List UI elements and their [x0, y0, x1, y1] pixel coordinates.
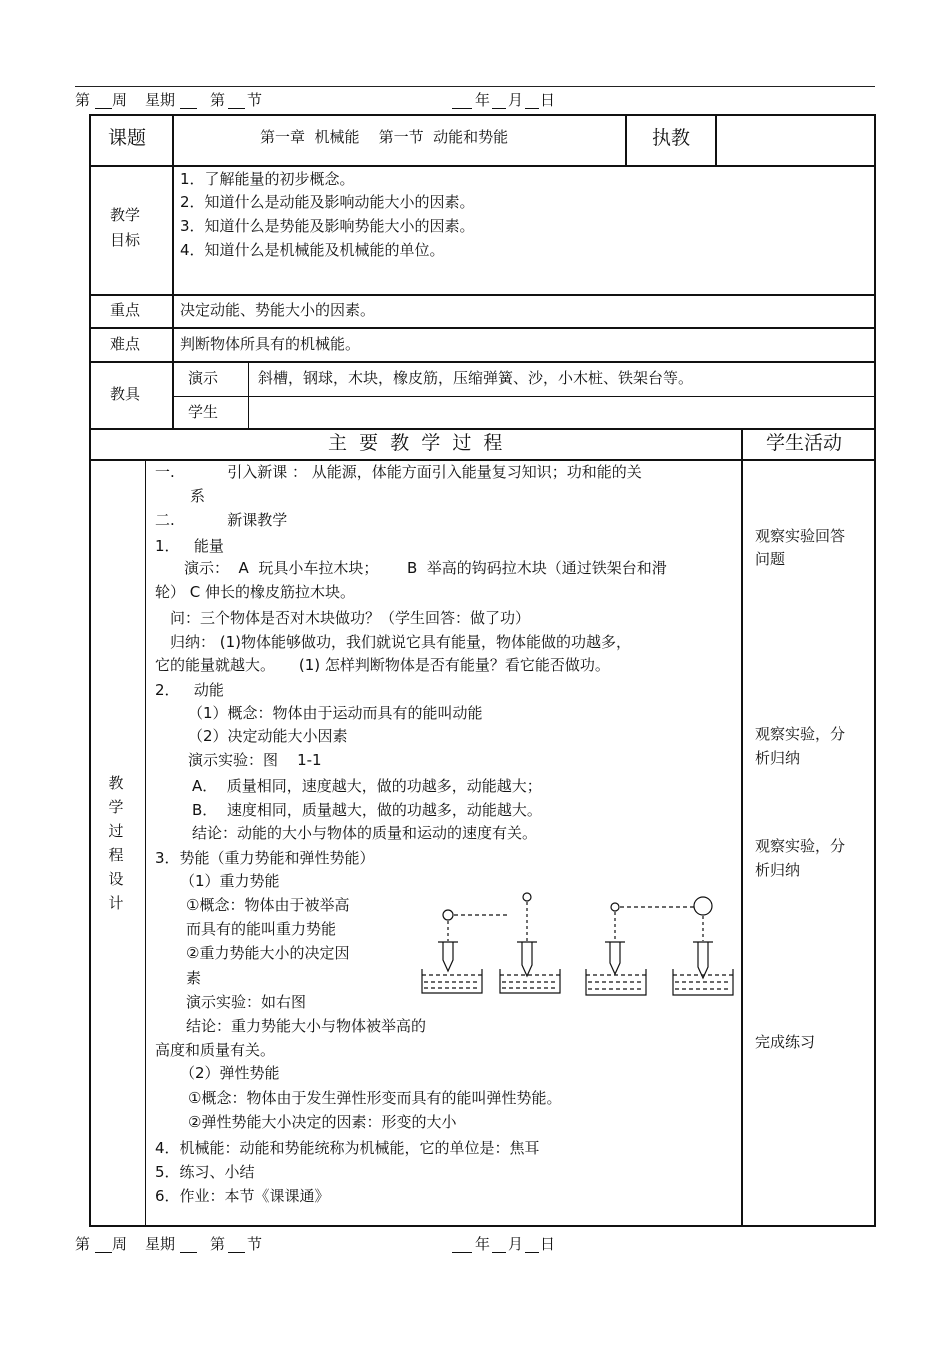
blank-line	[525, 108, 539, 109]
process-line: 5．练习、小结	[155, 1163, 255, 1181]
process-line: 结论：动能的大小与物体的质量和运动的速度有关。	[192, 824, 538, 842]
period-label: 节	[247, 1235, 263, 1253]
process-line: 问：三个物体是否对木块做功？（学生回答：做了功）	[170, 609, 531, 627]
process-line: 演示： A 玩具小车拉木块； B 举高的钩码拉木块（通过铁架台和滑	[184, 559, 667, 577]
period-prefix: 第	[210, 1235, 226, 1253]
week-label: 周	[112, 91, 128, 109]
activity-line: 问题	[755, 550, 786, 568]
side-char: 设	[108, 870, 124, 888]
row-line	[89, 428, 876, 430]
activity-line: 观察实验，分	[755, 725, 846, 743]
blank-line	[525, 1252, 539, 1253]
blank-line	[180, 108, 197, 109]
student-label: 学生	[188, 403, 219, 421]
col-line	[248, 361, 249, 428]
process-line: 一. 引入新课 ： 从能源，体能方面引入能量复习知识；功和能的关	[155, 463, 642, 481]
weekday-label: 星期	[145, 91, 176, 109]
row-line	[89, 361, 876, 363]
side-char: 程	[108, 846, 124, 864]
row-line	[172, 396, 876, 397]
tools-label: 教具	[110, 385, 141, 403]
process-line: 而具有的能叫重力势能	[186, 920, 337, 938]
process-line: 二. 新课教学	[155, 511, 288, 529]
potential-energy-figure	[410, 885, 740, 1005]
ball-small-low	[443, 910, 453, 920]
side-char: 教	[108, 774, 124, 792]
day-label: 日	[540, 1235, 556, 1253]
teacher-label: 执教	[652, 127, 691, 149]
blank-line	[492, 1252, 506, 1253]
month-label: 月	[508, 1235, 524, 1253]
col-line	[625, 114, 627, 165]
side-char: 计	[108, 894, 124, 912]
blank-line	[95, 1252, 112, 1253]
header-rule	[75, 86, 875, 87]
ball-small	[611, 903, 619, 911]
blank-line	[180, 1252, 197, 1253]
goal-item: 4．知道什么是机械能及机械能的单位。	[180, 241, 445, 259]
goal-item: 2．知道什么是动能及影响动能大小的因素。	[180, 193, 475, 211]
side-char: 学	[108, 798, 124, 816]
process-line: 轮） C 伸长的橡皮筋拉木块。	[155, 583, 356, 601]
process-line: 高度和质量有关。	[155, 1041, 276, 1059]
ball-small-high	[523, 893, 531, 901]
process-line: 演示实验：图 1-1	[188, 751, 322, 769]
activity-line: 观察实验，分	[755, 837, 846, 855]
row-line	[89, 327, 876, 329]
row-line	[89, 165, 876, 167]
process-line: 1． 能量	[155, 537, 224, 555]
process-line: 演示实验：如右图	[186, 993, 307, 1011]
blank-line	[452, 108, 472, 109]
process-line: 4．机械能：动能和势能统称为机械能，它的单位是：焦耳	[155, 1139, 540, 1157]
week-prefix: 第	[75, 91, 91, 109]
activity-line: 析归纳	[755, 861, 801, 879]
goals-label-1: 教学	[110, 206, 141, 224]
process-line: ①概念：物体由于发生弹性形变而具有的能叫弹性势能。	[188, 1089, 562, 1107]
col-line	[172, 114, 174, 428]
activity-line: 完成练习	[755, 1033, 816, 1051]
process-line: 6．作业：本节《课课通》	[155, 1187, 330, 1205]
topic-title: 第一章 机械能 第一节 动能和势能	[260, 128, 509, 146]
process-line: B． 速度相同，质量越大，做的功越多，动能越大。	[192, 801, 542, 819]
week-label: 周	[112, 1235, 128, 1253]
process-line: 2． 动能	[155, 681, 224, 699]
difficulty-label: 难点	[110, 335, 141, 353]
col-line	[145, 459, 146, 1227]
process-line: 系	[190, 487, 206, 505]
process-line: A． 质量相同，速度越大，做的功越多，动能越大；	[192, 777, 542, 795]
process-line: 结论：重力势能大小与物体被举高的	[186, 1017, 427, 1035]
day-label: 日	[540, 91, 556, 109]
col-line	[741, 428, 743, 1227]
demo-tools: 斜槽，钢球，木块，橡皮筋，压缩弹簧、沙，小木桩、铁架台等。	[258, 369, 694, 387]
goals-label-2: 目标	[110, 231, 141, 249]
ball-large	[694, 897, 712, 915]
difficulty-text: 判断物体所具有的机械能。	[180, 335, 361, 353]
process-line: ②重力势能大小的决定因	[186, 944, 350, 962]
goal-item: 1．了解能量的初步概念。	[180, 170, 355, 188]
year-label: 年	[475, 91, 491, 109]
process-line: ②弹性势能大小决定的因素：形变的大小	[188, 1113, 457, 1131]
row-line	[89, 294, 876, 296]
blank-line	[492, 108, 506, 109]
activity-line: 观察实验回答	[755, 527, 846, 545]
process-line: 3．势能（重力势能和弹性势能）	[155, 849, 375, 867]
weekday-label: 星期	[145, 1235, 176, 1253]
period-label: 节	[247, 91, 263, 109]
process-line: （1）概念：物体由于运动而具有的能叫动能	[188, 704, 483, 722]
process-title: 主 要 教 学 过 程	[328, 432, 503, 454]
blank-line	[452, 1252, 472, 1253]
blank-line	[228, 1252, 245, 1253]
key-text: 决定动能、势能大小的因素。	[180, 301, 376, 319]
process-line: （1）重力势能	[180, 872, 280, 890]
goal-item: 3．知道什么是势能及影响势能大小的因素。	[180, 217, 475, 235]
key-label: 重点	[110, 301, 141, 319]
process-line: （2）弹性势能	[180, 1064, 280, 1082]
activity-title: 学生活动	[766, 432, 843, 454]
process-line: ①概念：物体由于被举高	[186, 896, 350, 914]
week-prefix: 第	[75, 1235, 91, 1253]
blank-line	[228, 108, 245, 109]
blank-line	[95, 108, 112, 109]
process-line: 它的能量就越大。 (1) 怎样判断物体是否有能量？看它能否做功。	[155, 656, 610, 674]
activity-line: 析归纳	[755, 749, 801, 767]
row-line	[89, 459, 876, 461]
year-label: 年	[475, 1235, 491, 1253]
demo-label: 演示	[188, 369, 219, 387]
col-line	[715, 114, 717, 165]
period-prefix: 第	[210, 91, 226, 109]
process-line: （2）决定动能大小因素	[188, 727, 348, 745]
process-line: 归纳： (1)物体能够做功，我们就说它具有能量，物体能做的功越多，	[170, 633, 632, 651]
side-label	[106, 771, 126, 915]
process-line: 素	[186, 969, 202, 987]
side-char: 过	[108, 822, 124, 840]
topic-label: 课题	[108, 127, 147, 149]
month-label: 月	[508, 91, 524, 109]
